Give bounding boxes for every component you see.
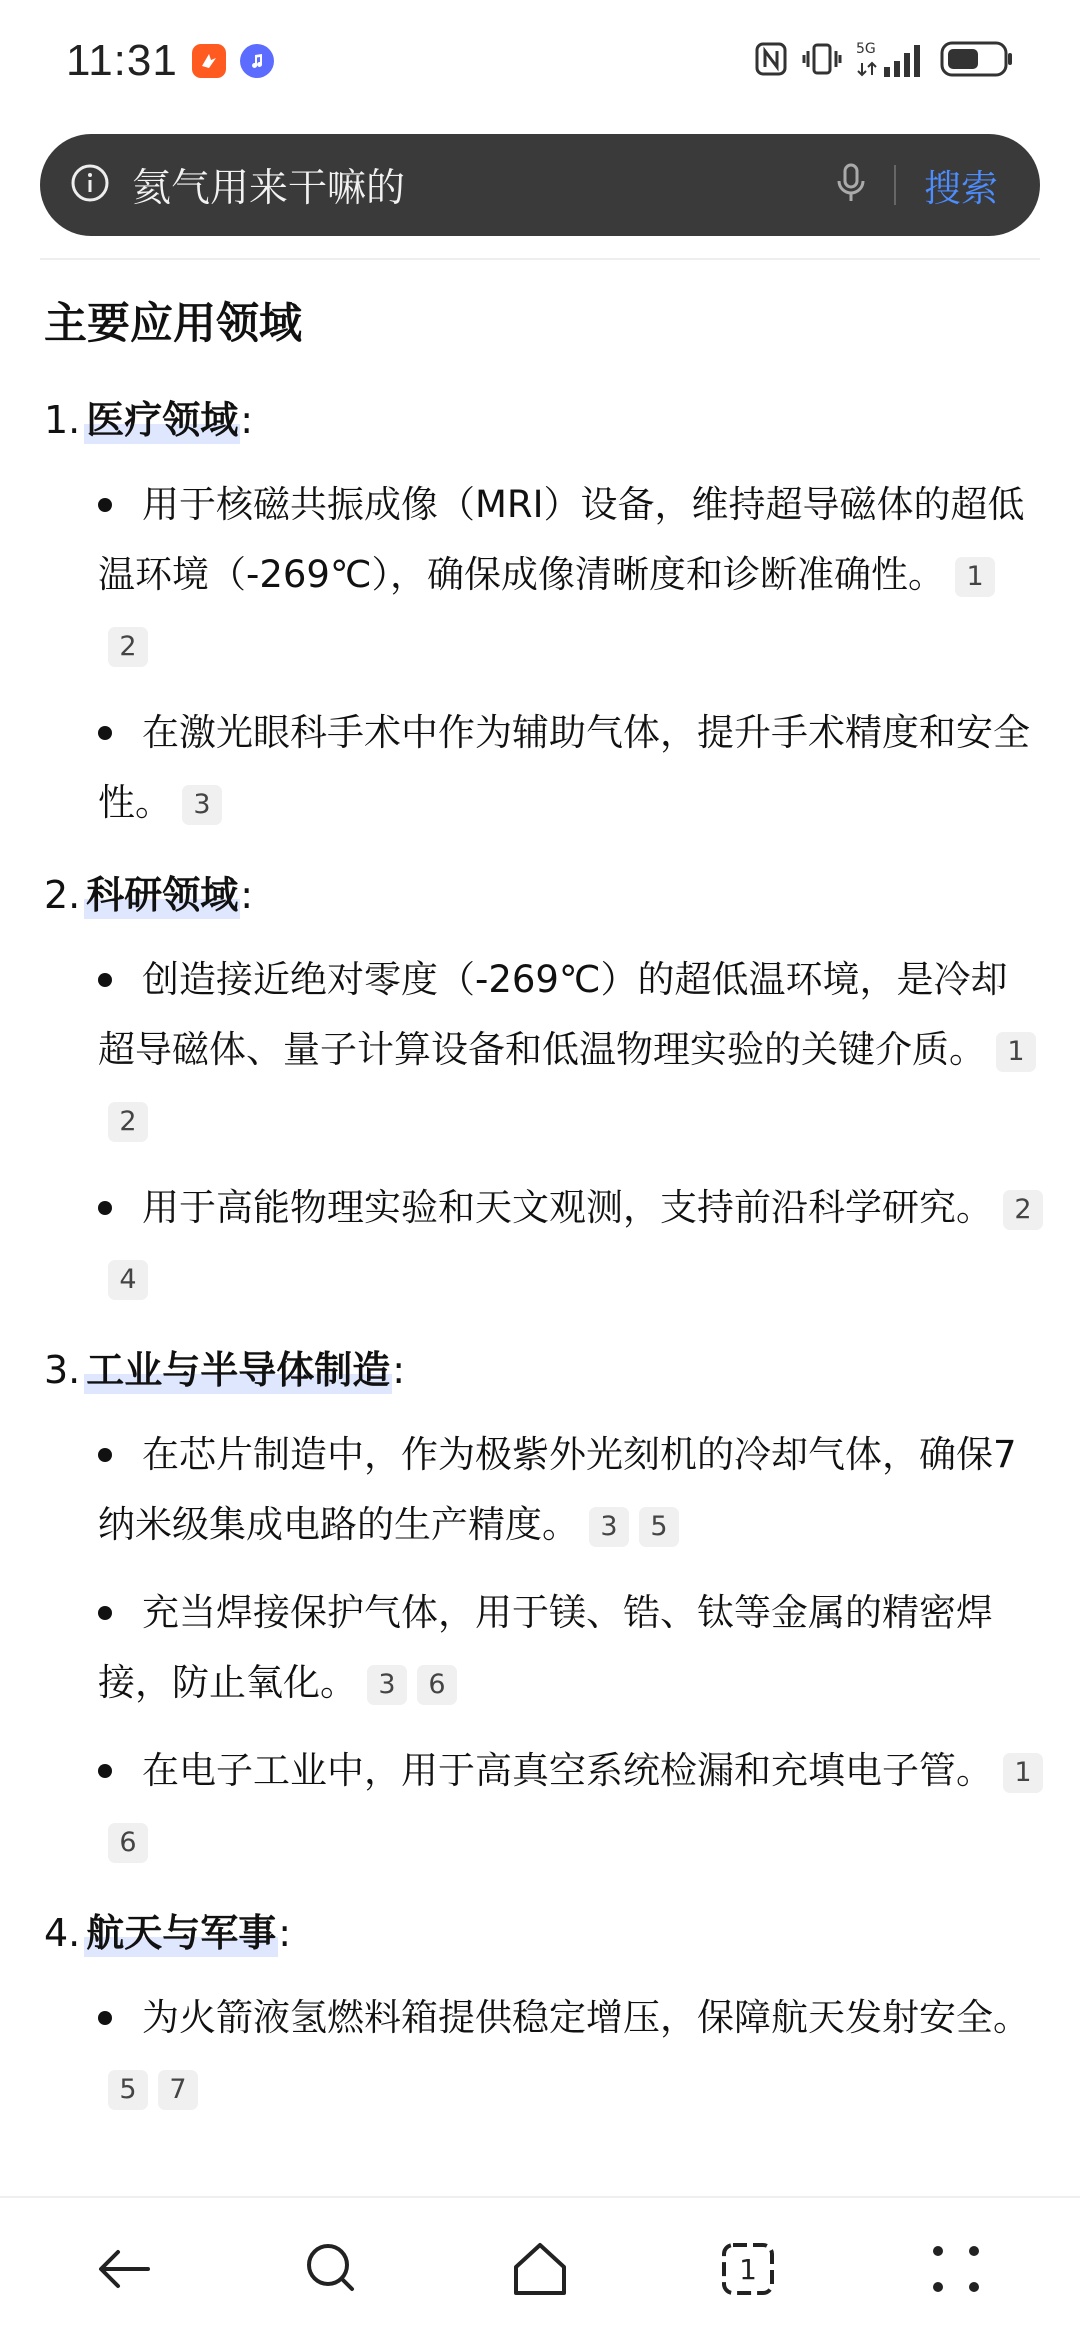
bullet-list — [44, 945, 1044, 1313]
citation-badge[interactable]: 5 — [108, 2070, 148, 2110]
home-button[interactable] — [495, 2224, 585, 2314]
search-nav-button[interactable] — [287, 2224, 377, 2314]
search-button[interactable]: 搜索 — [924, 167, 998, 210]
status-time: 11:31 — [66, 36, 178, 85]
network-type-label: 5G — [856, 41, 876, 57]
citation-badge[interactable]: 3 — [182, 785, 222, 825]
back-button[interactable] — [79, 2224, 169, 2314]
status-left — [66, 36, 274, 86]
citation-badge[interactable]: 6 — [108, 1823, 148, 1863]
section-title-medical: 1. 医疗领域 : — [44, 389, 1044, 444]
status-bar — [0, 0, 1080, 122]
vibrate-icon — [802, 41, 842, 81]
nfc-icon — [754, 41, 788, 81]
citation-badge[interactable]: 2 — [108, 627, 148, 667]
citation-badge[interactable]: 1 — [955, 557, 995, 597]
section-title-industry: 3. 工业与半导体制造 : — [44, 1339, 1044, 1394]
citation-badge[interactable]: 2 — [108, 1102, 148, 1142]
citation-badge[interactable]: 1 — [1003, 1753, 1043, 1793]
citation-badge[interactable]: 3 — [367, 1665, 407, 1705]
tabs-count: 1 — [739, 2253, 757, 2286]
section-title-text[interactable]: 航天与军事 — [84, 1902, 278, 1957]
search-icon — [302, 2239, 362, 2299]
section-heading: 主要应用领域 — [44, 299, 302, 349]
citation-badge[interactable]: 7 — [158, 2070, 198, 2110]
search-bar[interactable] — [40, 134, 1040, 236]
music-app-icon — [240, 44, 274, 78]
citation-badge[interactable]: 2 — [1003, 1190, 1043, 1230]
list-item: 在电子工业中，用于高真空系统检漏和充填电子管。 16 — [98, 1736, 1044, 1876]
list-item: 为火箭液氢燃料箱提供稳定增压，保障航天发射安全。5 7 — [98, 1983, 1044, 2123]
section-title-aerospace: 4. 航天与军事 : — [44, 1902, 1044, 1957]
tabs-icon — [718, 2239, 778, 2299]
menu-button[interactable] — [911, 2224, 1001, 2314]
home-icon — [510, 2239, 570, 2299]
more-dots-icon — [926, 2239, 986, 2299]
list-item: 创造接近绝对零度（-269℃）的超低温环境，是冷却超导磁体、量子计算设备和低温物理实验的关键介质。 12 — [98, 945, 1044, 1155]
section-title-text[interactable]: 工业与半导体制造 — [84, 1339, 392, 1394]
battery-icon — [940, 40, 1014, 82]
list-item: 在芯片制造中，作为极紫外光刻机的冷却气体，确保7纳米级集成电路的生产精度。 3 5 — [98, 1420, 1044, 1560]
notification-app-icon — [192, 44, 226, 78]
citation-badge[interactable]: 6 — [417, 1665, 457, 1705]
list-item: 用于核磁共振成像（MRI）设备，维持超导磁体的超低温环境（-269℃），确保成像清晰度和诊断准确性。 12 — [98, 470, 1044, 680]
microphone-icon[interactable] — [836, 163, 866, 207]
search-divider — [894, 165, 896, 205]
list-item: 充当焊接保护气体，用于镁、锆、钛等金属的精密焊接，防止氧化。 3 6 — [98, 1578, 1044, 1718]
bullet-list — [44, 1420, 1044, 1876]
back-arrow-icon — [94, 2239, 154, 2299]
bullet-list — [44, 470, 1044, 838]
answer-content — [44, 290, 1044, 2141]
bullet-list — [44, 1983, 1044, 2123]
section-title-text[interactable]: 科研领域 — [84, 864, 240, 919]
signal-icon — [856, 39, 926, 83]
citation-badge[interactable]: 1 — [996, 1032, 1036, 1072]
bottom-nav-bar — [0, 2196, 1080, 2340]
citation-badge[interactable]: 4 — [108, 1260, 148, 1300]
list-item: 在激光眼科手术中作为辅助气体，提升手术精度和安全性。 3 — [98, 698, 1044, 838]
citation-badge[interactable]: 5 — [639, 1507, 679, 1547]
search-input[interactable]: 氦气用来干嘛的 — [132, 166, 406, 211]
section-title-research: 2. 科研领域 : — [44, 864, 1044, 919]
section-title-text[interactable]: 医疗领域 — [84, 389, 240, 444]
header-divider — [40, 258, 1040, 260]
tabs-button[interactable] — [703, 2224, 793, 2314]
citation-badge[interactable]: 3 — [589, 1507, 629, 1547]
list-item: 用于高能物理实验和天文观测，支持前沿科学研究。 24 — [98, 1173, 1044, 1313]
status-right — [754, 39, 1014, 83]
info-icon[interactable] — [70, 163, 110, 207]
